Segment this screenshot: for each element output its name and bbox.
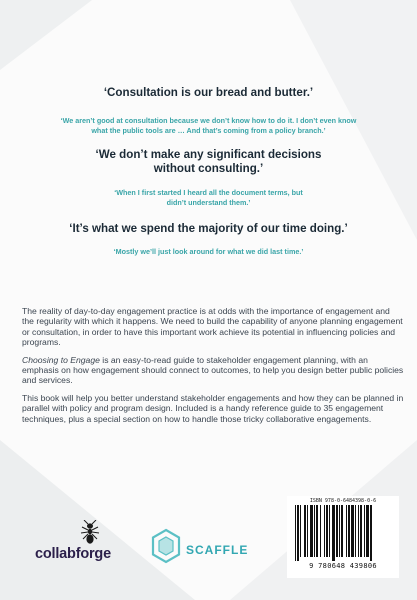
quote-5: ‘It’s what we spend the majority of our time doing.’ <box>69 222 348 235</box>
isbn-label: ISBN 978-0-6484398-0-6 <box>309 498 377 504</box>
quote-2: ‘We aren’t good at consultation because we don’t know how to do it. I don’t even know what the public tools are … And that’s coming from a policy branch.’ <box>60 116 357 135</box>
description <box>22 306 404 431</box>
barcode-bars <box>295 505 391 561</box>
isbn-barcode <box>287 496 399 578</box>
quote-1: ‘Consultation is our bread and butter.’ <box>103 86 314 99</box>
corner-triangle-top-left <box>0 0 92 70</box>
book-title: Choosing to Engage <box>22 354 100 365</box>
scaffle-logo <box>150 528 260 568</box>
collabforge-logo <box>35 520 145 570</box>
description-paragraph-3: This book will help you better understand stakeholder engagements and how they can be planned in parallel with policy and program design. Included is a handy reference guide to 35 engagement techniques, plus a special section on how to handle those tricky collaborative engagements. <box>22 392 404 424</box>
quote-4: ‘When I first started I heard all the document terms, but didn’t understand them.’ <box>114 188 303 207</box>
description-paragraph-2 <box>22 355 404 386</box>
ant-icon <box>77 520 103 546</box>
quote-6: ‘Mostly we’ll just look around for what we did last time.’ <box>113 247 304 256</box>
collabforge-wordmark: collabforge <box>35 546 111 562</box>
scaffle-hexagon-icon <box>150 528 182 564</box>
scaffle-wordmark: SCAFFLE <box>186 543 249 557</box>
testimonial-quotes <box>0 86 417 257</box>
description-paragraph-1: The reality of day-to-day engagement practice is at odds with the importance of engagement and the regularity with which it happens. We need to build the capability of anyone planning engagement or consultation, in order to have this important work achieve its potential in influencing policies and programs. <box>22 306 403 348</box>
description-paragraph-2-text: is an easy-to-read guide to stakeholder engagement planning, with an emphasis on how engagement should connect to outcomes, to help you design better public policies and services. <box>22 354 404 386</box>
quote-3: ‘We don’t make any significant decisions without consulting.’ <box>95 148 322 175</box>
isbn-number: 9 780648 439806 <box>309 562 377 570</box>
